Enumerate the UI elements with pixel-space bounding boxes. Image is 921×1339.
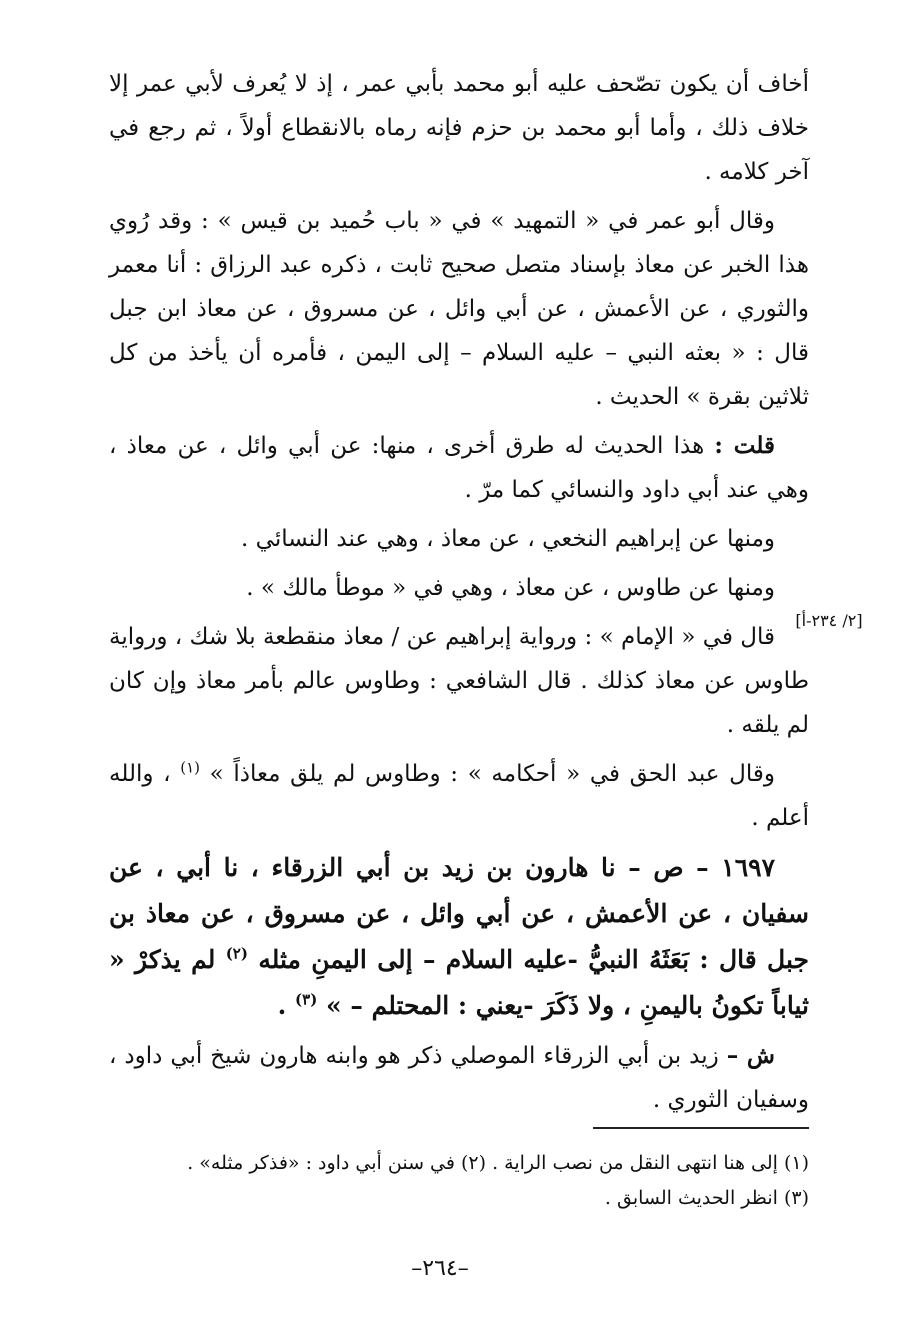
- paragraph-4: ومنها عن إبراهيم النخعي ، عن معاذ ، وهي عند النسائي .: [241, 526, 775, 552]
- page-number: –٢٦٤–: [411, 1256, 469, 1281]
- paragraph-2: وقال أبو عمر في « التمهيد » في « باب حُميد بن قيس » : وقد رُوي هذا الخبر عن معاذ بإسناد متصل صحيح ثابت ، ذكره عبد الرزاق : أنا معمر والثوري ، عن الأعمش ، عن أبي وائل ، عن مسروق ، عن معاذ ابن جبل قال : « بعثه النبي – عليه السلام – إلى اليمن ، فأمره أن يأخذ من كل ثلاثين بقرة » الحديث .: [109, 208, 809, 410]
- footnotes: [109, 1146, 809, 1216]
- footnote-separator: [593, 1127, 809, 1129]
- footnote-ref-1: (١): [180, 758, 200, 777]
- paragraph-6: قال في « الإمام » : ورواية إبراهيم عن / معاذ منقطعة بلا شك ، ورواية طاوس عن معاذ كذلك . قال الشافعي : وطاوس عالم بأمر معاذ وإن كان لم يلقه .: [109, 624, 809, 738]
- paragraph-8-text: زيد بن أبي الزرقاء الموصلي ذكر هو وابنه هارون شيخ أبي داود ، وسفيان الثوري .: [109, 1043, 809, 1113]
- footnote-1-2: (١) إلى هنا انتهى النقل من نصب الراية . (٢) في سنن أبي داود : «فذكر مثله» .: [187, 1152, 809, 1174]
- paragraph-1: أخاف أن يكون تصّحف عليه أبو محمد بأبي عمر ، إذ لا يُعرف لأبي عمر إلا خلاف ذلك ، وأما أبو محمد بن حزم فإنه رماه بالانقطاع أولاً ، ثم رجع في آخر كلامه .: [109, 71, 809, 185]
- main-text: [109, 62, 809, 1127]
- paragraph-3-text: هذا الحديث له طرق أخرى ، منها: عن أبي وائل ، عن معاذ ، وهي عند أبي داود والنسائي كما مرّ .: [109, 433, 809, 503]
- paragraph-7: [109, 752, 809, 840]
- sharh-lead: ش –: [726, 1042, 775, 1069]
- paragraph-8: [109, 1034, 809, 1122]
- manuscript-margin-reference: [٢/ ٢٣٤-أ]: [795, 611, 863, 630]
- paragraph-3: [109, 424, 809, 512]
- hadith-text-continued: لم يذكرْ « ثياباً تكونُ باليمنِ ، ولا ذَكَرَ -يعني : المحتلم – »: [109, 945, 809, 1020]
- qultu-lead: قلت :: [714, 432, 775, 459]
- footnote-ref-2: (٢): [225, 944, 248, 963]
- footnote-ref-3: (٣): [295, 990, 318, 1009]
- paragraph-7-end: ، والله أعلم .: [109, 761, 809, 831]
- hadith-1697: [109, 845, 809, 1029]
- hadith-text: ١٦٩٧ – ص – نا هارون بن زيد بن أبي الزرقاء ، نا أبي ، عن سفيان ، عن الأعمش ، عن أبي وائل ، عن مسروق ، عن معاذ بن جبل قال : بَعَثَهُ النبيُّ -عليه السلام – إلى اليمنِ مثله: [109, 853, 809, 974]
- paragraph-5: ومنها عن طاوس ، عن معاذ ، وهي في « موطأ مالك » .: [246, 575, 775, 601]
- paragraph-7-text: وقال عبد الحق في « أحكامه » : وطاوس لم يلق معاذاً »: [209, 761, 775, 787]
- hadith-text-end: .: [277, 991, 296, 1020]
- footnote-3: (٣) انظر الحديث السابق .: [604, 1187, 809, 1209]
